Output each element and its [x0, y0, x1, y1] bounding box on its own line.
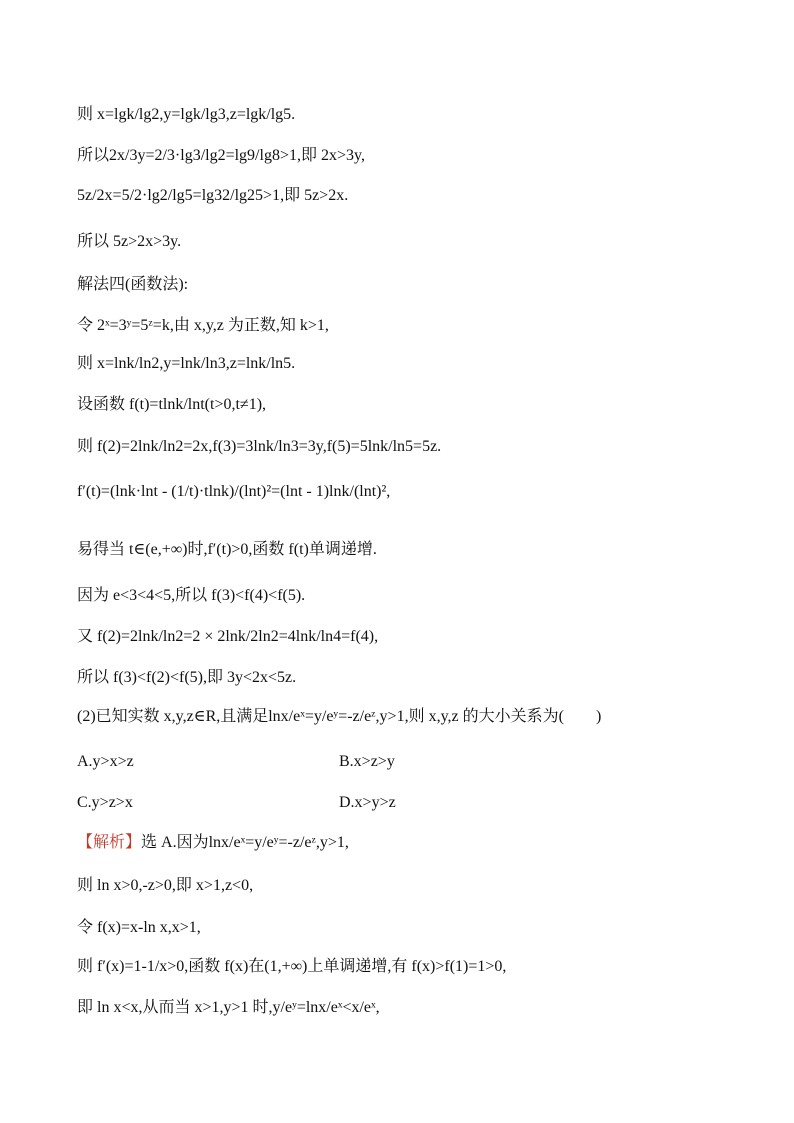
- question-2: (2)已知实数 x,y,z∈R,且满足lnx/eˣ=y/eʸ=-z/eᶻ,y>1,则 x,y,z 的大小关系为( ): [77, 708, 602, 725]
- line-2: 所以2x/3y=2/3·lg3/lg2=lg9/lg8>1,即 2x>3y,: [77, 147, 365, 164]
- option-a: A.y>x>z: [77, 753, 134, 770]
- line-19: 则 ln x>0,-z>0,即 x>1,z<0,: [77, 877, 254, 894]
- line-12: 因为 e<3<4<5,所以 f(3)<f(4)<f(5).: [77, 587, 306, 604]
- line-11: 易得当 t∈(e,+∞)时,f′(t)>0,函数 f(t)单调递增.: [77, 541, 377, 558]
- line-21: 则 f′(x)=1-1/x>0,函数 f(x)在(1,+∞)上单调递增,有 f(x)>f(1)=1>0,: [77, 958, 507, 975]
- analysis-tag: 【解析】: [77, 834, 142, 851]
- options-row-1: [77, 752, 395, 772]
- line-8: 设函数 f(t)=tlnk/lnt(t>0,t≠1),: [77, 396, 267, 413]
- line-20: 令 f(x)=x-ln x,x>1,: [77, 919, 201, 936]
- line-13: 又 f(2)=2lnk/ln2=2 × 2lnk/2ln2=4lnk/ln4=f(4),: [77, 628, 379, 645]
- options-row-2: [77, 793, 396, 813]
- analysis-text: 选 A.因为lnx/eˣ=y/eʸ=-z/eᶻ,y>1,: [141, 834, 349, 851]
- line-3: 5z/2x=5/2·lg2/lg5=lg32/lg25>1,即 5z>2x.: [77, 187, 349, 204]
- option-d: D.x>y>z: [339, 794, 396, 811]
- line-5: 解法四(函数法):: [77, 276, 189, 293]
- line-14: 所以 f(3)<f(2)<f(5),即 3y<2x<5z.: [77, 669, 297, 686]
- option-c: C.y>z>x: [77, 794, 133, 811]
- line-7: 则 x=lnk/ln2,y=lnk/ln3,z=lnk/ln5.: [77, 355, 296, 372]
- line-1: 则 x=lgk/lg2,y=lgk/lg3,z=lgk/lg5.: [77, 106, 296, 123]
- line-10: f′(t)=(lnk·lnt - (1/t)·tlnk)/(lnt)²=(lnt - 1)lnk/(lnt)²,: [77, 483, 391, 500]
- line-9: 则 f(2)=2lnk/ln2=2x,f(3)=3lnk/ln3=3y,f(5)=5lnk/ln5=5z.: [77, 438, 442, 455]
- line-22: 即 ln x<x,从而当 x>1,y>1 时,y/eʸ=lnx/eˣ<x/eˣ,: [77, 999, 380, 1016]
- line-6: 令 2ˣ=3ʸ=5ᶻ=k,由 x,y,z 为正数,知 k>1,: [77, 317, 329, 334]
- option-b: B.x>z>y: [339, 753, 395, 770]
- analysis-line: [77, 833, 349, 853]
- line-4: 所以 5z>2x>3y.: [77, 233, 182, 250]
